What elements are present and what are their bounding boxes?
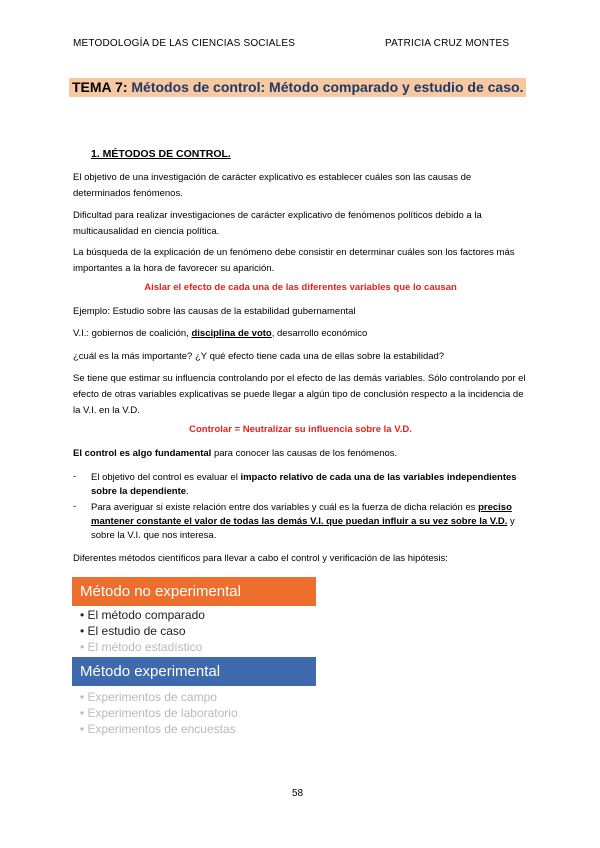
section-heading: 1. MÉTODOS DE CONTROL. xyxy=(91,148,231,160)
paragraph-methods: Diferentes métodos científicos para llevar a cabo el control y verificación de las hipótesis: xyxy=(73,553,448,564)
vi-a: V.I.: gobiernos de coalición, xyxy=(73,328,192,339)
paragraph-question: ¿cuál es la más importante? ¿Y qué efecto tiene cada una de ellas sobre la estabilidad? xyxy=(73,351,445,362)
paragraph-fundamental xyxy=(73,446,528,462)
list-item: • El método estadístico xyxy=(80,640,203,654)
paragraph-vi xyxy=(73,326,528,342)
list-item-2 xyxy=(91,501,531,543)
title-tema: TEMA 7: xyxy=(72,79,128,95)
li1-c: . xyxy=(186,486,189,497)
highlight-control: Controlar = Neutralizar su influencia sobre la V.D. xyxy=(189,424,412,435)
page-number: 58 xyxy=(292,788,304,799)
li2-b: preciso mantener constante el valor de todas las demás V.I. que puedan influir a su vez sobre la V.D. xyxy=(91,502,512,527)
vi-c: , desarrollo económico xyxy=(271,328,368,339)
highlight-isolate: Aislar el efecto de cada una de las diferentes variables que lo causan xyxy=(144,282,457,293)
li2-c: y sobre la V.I. que nos interesa. xyxy=(91,516,515,541)
vi-b: disciplina de voto xyxy=(191,328,272,339)
paragraph-example: Ejemplo: Estudio sobre las causas de la estabilidad gubernamental xyxy=(73,306,356,317)
list-item: • Experimentos de laboratorio xyxy=(80,706,238,720)
title-text: Métodos de control: Método comparado y estudio de caso. xyxy=(127,79,524,95)
list-item: • Experimentos de campo xyxy=(80,690,217,704)
li1-b: impacto relativo de cada una de las variables independientes sobre la dependiente xyxy=(91,472,517,497)
list-item: • Experimentos de encuestas xyxy=(80,722,236,736)
paragraph-control: Se tiene que estimar su influencia controlando por el efecto de las demás variables. Sólo controlando por el efecto de otras variables explicativas se puede llegar a algún tipo de conclusión respecto a la incidencia de la V.I. en la V.D. xyxy=(73,373,526,416)
header-left: METODOLOGÍA DE LAS CIENCIAS SOCIALES xyxy=(73,38,296,49)
page-title xyxy=(69,79,526,97)
dash-2: - xyxy=(73,501,77,512)
header-right: PATRICIA CRUZ MONTES xyxy=(385,38,510,49)
list-item-1 xyxy=(91,471,531,499)
box-non-experimental: Método no experimental xyxy=(72,577,316,606)
paragraph-3: La búsqueda de la explicación de un fenómeno debe consistir en determinar cuáles son los factores más importantes a la hora de favorecer su aparición. xyxy=(73,247,515,274)
fund-a: El control es algo fundamental xyxy=(73,448,212,459)
li1-a: El objetivo del control es evaluar el xyxy=(91,472,241,483)
list-item: • El estudio de caso xyxy=(80,624,186,638)
fund-b: para conocer las causas de los fenómenos. xyxy=(211,448,398,459)
box-experimental: Método experimental xyxy=(72,657,316,686)
dash-1: - xyxy=(73,471,77,482)
paragraph-1: El objetivo de una investigación de carácter explicativo es establecer cuáles son las causas de determinados fenómenos. xyxy=(73,172,472,199)
list-item: • El método comparado xyxy=(80,608,205,622)
li2-a: Para averiguar si existe relación entre dos variables y cuál es la fuerza de dicha relación es xyxy=(91,502,479,513)
paragraph-2: Dificultad para realizar investigaciones de carácter explicativo de fenómenos políticos debido a la multicausalidad en ciencia política. xyxy=(73,210,482,237)
